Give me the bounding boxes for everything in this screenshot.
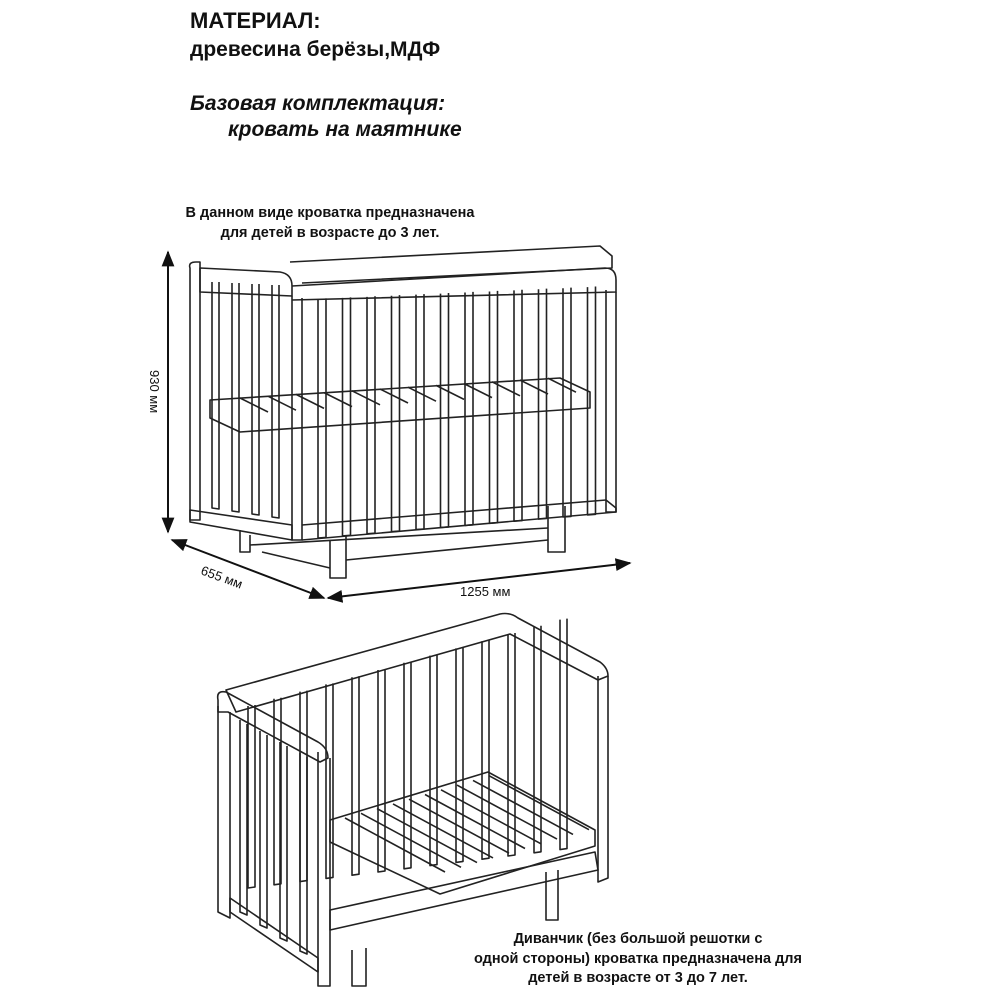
sofa-slat: [473, 780, 573, 834]
sofa-bar: [378, 669, 385, 872]
sofa-leg: [352, 948, 366, 986]
sofa-front-post: [318, 752, 330, 986]
crib-slat: [240, 398, 268, 412]
sofa-slat: [409, 799, 509, 853]
crib-front-left-post: [292, 296, 302, 540]
sofa-bar: [430, 655, 437, 866]
crib-bar: [318, 298, 326, 538]
crib-drawing: [190, 246, 616, 578]
crib-bar: [441, 293, 449, 528]
sofa-bar: [300, 753, 307, 954]
crib-right-post: [606, 290, 616, 512]
sofa-bar: [248, 705, 255, 888]
material-value: древесина берёзы,МДФ: [190, 38, 441, 61]
sofa-back-bars: [248, 619, 567, 888]
crib-bar: [490, 291, 498, 523]
crib-bar: [212, 282, 219, 509]
crib-front-rail: [292, 268, 616, 300]
crib-slat: [464, 384, 492, 398]
sofa-caption: [468, 930, 808, 989]
crib-leg: [240, 530, 250, 552]
depth-dimension-line: [172, 540, 324, 598]
sofa-bar: [508, 633, 515, 856]
crib-slat: [324, 393, 352, 407]
crib-pendulum-rail: [262, 552, 330, 568]
kit-title: Базовая комплектация:: [190, 92, 446, 115]
sofa-bar: [534, 626, 541, 853]
crib-bars: [318, 287, 596, 538]
crib-caption-line-1: В данном виде кроватка предназначена: [185, 205, 475, 221]
sofa-left-post: [218, 706, 230, 918]
sofa-bar: [240, 720, 247, 915]
sofa-slat: [393, 804, 493, 858]
crib-bar: [514, 290, 522, 521]
height-dimension-label: 930 мм: [147, 370, 162, 414]
sofa-right-post: [598, 676, 608, 882]
crib-leg: [330, 536, 346, 578]
crib-pendulum-rail: [346, 540, 548, 560]
sofa-slat: [377, 809, 477, 863]
sofa-bar: [456, 647, 463, 862]
sofa-seat-slats: [345, 776, 589, 872]
crib-bar: [367, 296, 375, 534]
crib-bottom-rail-left: [190, 510, 292, 540]
crib-bar: [539, 289, 547, 519]
crib-bar: [392, 295, 400, 532]
sofa-leg: [546, 870, 558, 920]
sofa-slat: [489, 776, 589, 830]
crib-bar: [416, 294, 424, 530]
crib-left-post: [190, 262, 200, 520]
sofa-bar: [300, 691, 307, 882]
sofa-bar: [352, 676, 359, 875]
crib-slat: [492, 382, 520, 396]
crib-slat: [408, 387, 436, 401]
crib-slat: [380, 389, 408, 403]
crib-bar: [465, 292, 473, 525]
crib-slat: [296, 394, 324, 408]
sofa-caption-line-3: детей в возрасте от 3 до 7 лет.: [528, 970, 748, 987]
length-dimension-label: 1255 мм: [460, 584, 511, 599]
sofa-back-rail: [226, 614, 608, 713]
crib-bar: [563, 288, 571, 517]
sofa-slat: [457, 785, 557, 839]
material-title: МАТЕРИАЛ:: [190, 8, 321, 33]
crib-bar: [588, 287, 596, 515]
crib-caption-line-2: для детей в возрасте до 3 лет.: [220, 224, 440, 241]
sofa-caption-line-2: одной стороны) кроватка предназначена для: [474, 950, 802, 967]
crib-bar: [252, 284, 259, 515]
sofa-bar: [260, 731, 267, 928]
sofa-slat: [425, 795, 525, 849]
crib-slat: [520, 380, 548, 394]
depth-dimension-label: 655 мм: [198, 562, 245, 592]
crib-bar: [343, 297, 351, 536]
sofa-caption-line-1: Диванчик (без большой решотки с: [513, 931, 763, 947]
crib-bottom-rail-front: [302, 500, 616, 540]
kit-value: кровать на маятнике: [228, 118, 462, 141]
sofa-left-bottom-rail: [230, 898, 318, 972]
